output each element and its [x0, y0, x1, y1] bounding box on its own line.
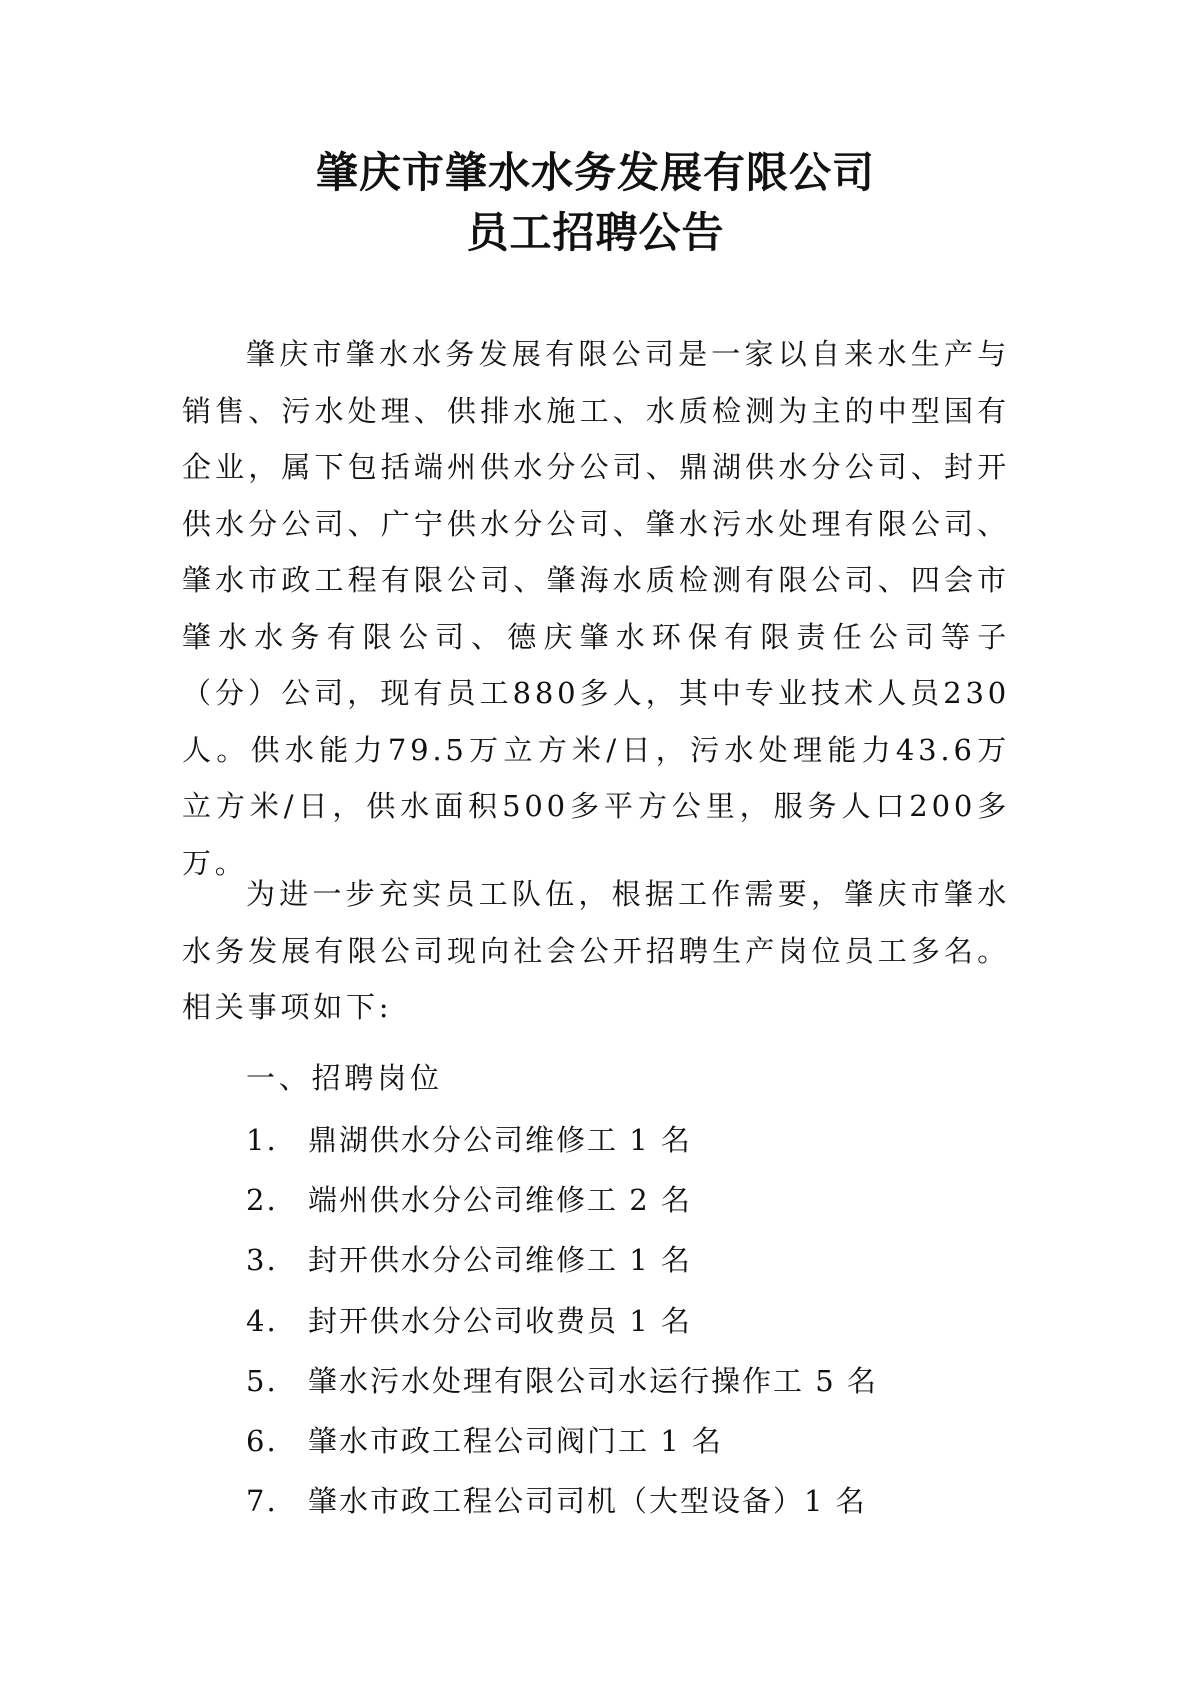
list-item-text: 肇水污水处理有限公司水运行操作工 5 名 [308, 1363, 878, 1398]
list-item [246, 1110, 878, 1170]
list-item-text: 肇水市政工程公司司机（大型设备）1 名 [308, 1484, 867, 1519]
list-item-text: 封开供水分公司维修工 1 名 [308, 1243, 692, 1278]
list-item [246, 1170, 878, 1230]
list-item-text: 端州供水分公司维修工 2 名 [308, 1183, 692, 1218]
list-item-number: 5. [246, 1363, 278, 1398]
list-item [246, 1291, 878, 1351]
list-item-text: 肇水市政工程公司阀门工 1 名 [308, 1424, 723, 1459]
list-item-number: 1. [246, 1123, 278, 1157]
list-item [246, 1411, 878, 1471]
list-item-number: 2. [246, 1183, 278, 1218]
intro-paragraph: 肇庆市肇水水务发展有限公司是一家以自来水生产与销售、污水处理、供排水施工、水质检测为主的中型国有企业，属下包括端州供水分公司、鼎湖供水分公司、封开供水分公司、广宁供水分公司、肇水污水处理有限公司、肇水市政工程有限公司、肇海水质检测有限公司、四会市肇水水务有限公司、德庆肇水环保有限责任公司等子（分）公司，现有员工880多人，其中专业技术人员230人。供水能力79.5万立方米/日，污水处理能力43.6万立方米/日，供水面积500多平方公里，服务人口200多万。 [182, 337, 1010, 880]
list-item [246, 1351, 878, 1411]
list-item-number: 4. [246, 1303, 278, 1338]
list-item-number: 3. [246, 1243, 278, 1278]
section-heading-positions: 一、招聘岗位 [246, 1061, 443, 1095]
list-item [246, 1471, 878, 1531]
list-item-number: 6. [246, 1424, 278, 1459]
list-item-text: 封开供水分公司收费员 1 名 [308, 1303, 692, 1338]
list-item-text: 鼎湖供水分公司维修工 1 名 [308, 1123, 692, 1157]
document-title-line-2: 员工招聘公告 [466, 208, 725, 257]
list-item-number: 7. [246, 1484, 278, 1519]
purpose-paragraph: 为进一步充实员工队伍，根据工作需要，肇庆市肇水水务发展有限公司现向社会公开招聘生产岗位员工多名。相关事项如下: [182, 877, 1010, 1024]
positions-list [246, 1110, 878, 1531]
document-title-line-1: 肇庆市肇水水务发展有限公司 [315, 148, 875, 197]
list-item [246, 1230, 878, 1290]
